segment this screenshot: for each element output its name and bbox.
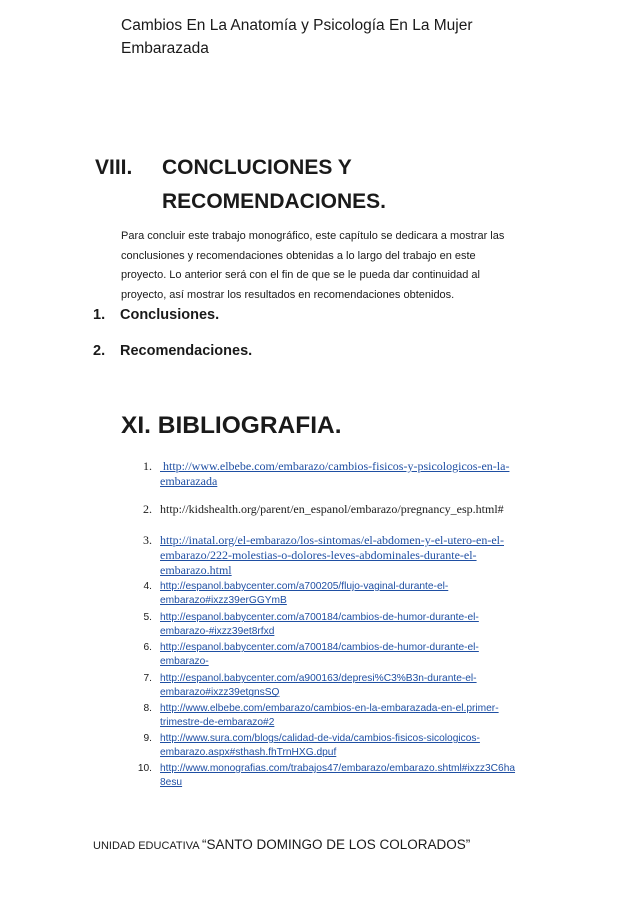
item-number: 9. [143,733,152,744]
header-line-1: Cambios En La Anatomía y Psicología En La Mujer [121,17,473,34]
footer-label: UNIDAD EDUCATIVA [93,840,202,852]
item-number: 1. [93,307,106,323]
item-number: 4. [143,581,152,592]
link-line[interactable]: http://www.sura.com/blogs/calidad-de-vida/cambios-fisicos-sicologicos- [160,733,480,744]
link-line[interactable]: embarazo-#ixzz39et8rfxd [160,626,275,638]
link-line[interactable]: 8esu [160,777,183,789]
intro-line: proyecto. Lo anterior será con el fin de que se le pueda dar continuidad al [121,269,480,281]
item-number: 7. [143,673,152,684]
page-footer [93,836,470,854]
item-label: Conclusiones. [120,307,220,323]
link-line[interactable]: embarazo#ixzz39erGGYmB [160,595,287,607]
section-viii-title-line-2: RECOMENDACIONES. [162,190,387,213]
link-line[interactable]: http://www.elbebe.com/embarazo/cambios-fisicos-y-psicologicos-en-la- [160,459,510,473]
intro-line: conclusiones y recomendaciones obtenidas a lo largo del trabajo en este [121,249,476,262]
bibliography-item-9 [130,732,550,761]
link-line[interactable]: embarazo.html [160,563,232,577]
link-line[interactable]: embarazo/222-molestias-o-dolores-leves-abdominales-durante-el- [160,548,477,562]
bibliography-item-10 [130,762,550,791]
bibliography-item-7 [130,672,550,701]
link-line[interactable]: http://espanol.babycenter.com/a900163/depresi%C3%B3n-durante-el- [160,673,477,684]
link-line[interactable]: trimestre-de-embarazo#2 [160,717,275,729]
bibliography-link[interactable] [160,459,550,489]
page-header [121,14,561,60]
bibliography-item-1 [130,459,550,489]
link-line[interactable]: http://www.monografias.com/trabajos47/embarazo/embarazo.shtml#ixzz3C6ha [160,763,516,774]
section-viii-number: VIII. [95,156,133,179]
header-line-2: Embarazada [121,40,209,57]
bibliography-item-5 [130,611,550,640]
bibliography-link[interactable] [160,533,550,578]
intro-line: Para concluir este trabajo monográfico, este capítulo se dedicara a mostrar las [121,230,505,242]
numbered-item-recomendaciones [93,343,252,359]
link-line[interactable]: http://espanol.babycenter.com/a700205/flujo-vaginal-durante-el- [160,581,449,592]
bibliography-item-3 [130,533,550,578]
link-line[interactable]: http://inatal.org/el-embarazo/los-sintomas/el-abdomen-y-el-utero-en-el- [160,533,504,547]
bibliography-item-6 [130,641,550,670]
bibliography-url-text [160,502,550,517]
item-number: 3. [143,533,152,547]
bibliography-link[interactable] [160,641,550,670]
item-number: 6. [143,642,152,653]
bibliography-item-8 [130,702,550,731]
url-line: http://kidshealth.org/parent/en_espanol/embarazo/pregnancy_esp.html# [160,502,504,516]
link-line[interactable]: http://espanol.babycenter.com/a700184/cambios-de-humor-durante-el- [160,642,479,653]
intro-paragraph [121,227,539,305]
bibliography-link[interactable] [160,672,550,701]
bibliography-link[interactable] [160,611,550,640]
item-number: 5. [143,612,152,623]
bibliography-link[interactable] [160,580,550,609]
bibliography-link[interactable] [160,732,550,761]
numbered-item-conclusiones [93,307,219,323]
bibliography-link[interactable] [160,702,550,731]
item-label: Recomendaciones. [120,343,253,359]
item-number: 10. [137,763,152,774]
link-line[interactable]: embarazo.aspx#sthash.fhTrnHXG.dpuf [160,747,337,759]
link-line[interactable]: embarazo- [160,656,209,668]
link-line[interactable]: embarazada [160,474,218,488]
link-line[interactable]: http://www.elbebe.com/embarazo/cambios-en-la-embarazada-en-el.primer- [160,703,499,714]
item-number: 2. [143,502,152,516]
link-line[interactable]: embarazo#ixzz39etgnsSQ [160,687,280,699]
bibliography-link[interactable] [160,762,550,791]
item-number: 8. [143,703,152,714]
item-number: 1. [143,459,152,473]
bibliography-item-4 [130,580,550,609]
section-viii-title-line-1: CONCLUCIONES Y [162,156,352,179]
bibliography-item-2 [130,502,550,517]
section-xi-title: XI. BIBLIOGRAFIA. [121,412,342,439]
footer-school-name: “SANTO DOMINGO DE LOS COLORADOS” [202,837,471,852]
intro-line: proyecto, así mostrar los resultados en recomendaciones obtenidos. [121,288,455,301]
item-number: 2. [93,343,106,359]
link-line[interactable]: http://espanol.babycenter.com/a700184/cambios-de-humor-durante-el- [160,612,479,623]
